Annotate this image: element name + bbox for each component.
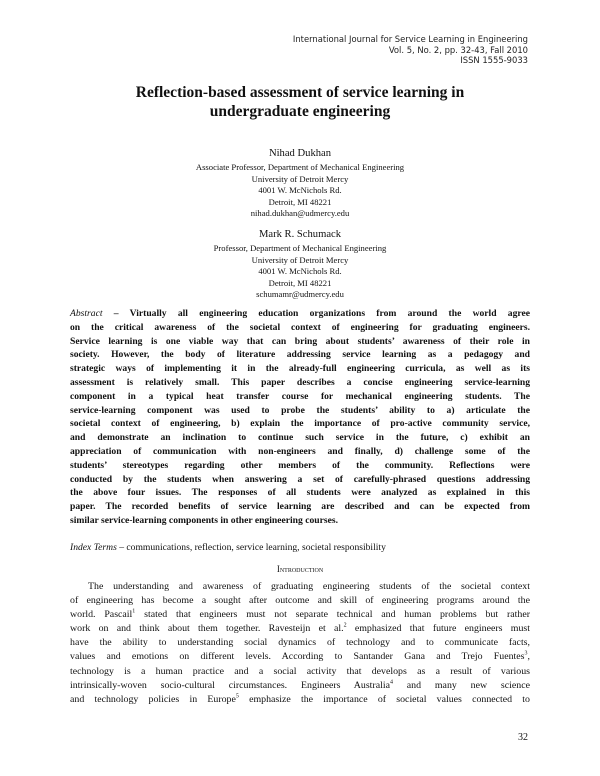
citation-ref: 5: [235, 693, 239, 700]
index-terms-text: – communications, reflection, service learning, societal responsibility: [116, 542, 386, 553]
body-text: ,: [527, 651, 530, 663]
author-email: schumamr@udmercy.edu: [256, 289, 344, 300]
author-position: Associate Professor, Department of Mechanical Engineering: [195, 162, 405, 172]
body-text: intrinsically-woven socio-cultural circumstances. Engineers Australia: [70, 679, 390, 691]
abstract-line: assessment is relatively small. This paper describes a concise engineering service-learning: [70, 376, 530, 388]
abstract-line: [70, 307, 530, 321]
body-text: emphasize the importance of societal values connected to: [238, 693, 530, 705]
body-line: have the ability to understanding social dynamics of technology and to communicate facts,: [70, 637, 530, 649]
author-block: [60, 228, 540, 301]
journal-issn: ISSN 1555-9033: [460, 55, 528, 66]
body-text: stated that engineers must not separate technical and human problems but rather: [135, 609, 531, 621]
abstract-line: societal context of engineering, b) explain the importance of pro-active community service,: [70, 418, 530, 430]
abstract-text: – Virtually all engineering education organizations from around the world agree: [113, 308, 530, 319]
journal-name: International Journal for Service Learning in Engineering: [292, 34, 528, 44]
body-text: values and emotions on different levels. According to Santander Gana and Trejo Fuentes: [70, 651, 525, 663]
author-position: Professor, Department of Mechanical Engineering: [213, 243, 387, 253]
citation-ref: 4: [389, 679, 393, 686]
body-line: [70, 622, 530, 636]
author-block: [60, 147, 540, 220]
body-line: technology is a human practice and a social activity that develops as a result of various: [70, 665, 530, 677]
abstract-line: appreciation of communication with non-engineers and finally, d) challenge some of the: [70, 445, 530, 457]
body-text: world. Pascail: [70, 609, 133, 621]
journal-volume: Vol. 5, No. 2, pp. 32-43, Fall 2010: [388, 44, 528, 55]
author-name: Mark R. Schumack: [258, 229, 342, 240]
page-number: 32: [518, 732, 528, 743]
author-university: University of Detroit Mercy: [251, 254, 349, 265]
body-text: emphasized that future engineers must: [346, 623, 530, 635]
title-line: undergraduate engineering: [209, 103, 391, 120]
abstract-line: on the critical awareness of the societal context of engineering for graduating engineers.: [70, 321, 530, 333]
body-text: work on and think about them together. Ravesteijn et al.: [70, 623, 344, 635]
abstract-line: Service learning is one viable way that can bring about students’ awareness of their role in: [70, 335, 530, 347]
author-street: 4001 W. McNichols Rd.: [258, 266, 342, 277]
abstract-line: component in a typical heat transfer course for mechanical engineering students. The: [70, 390, 530, 402]
citation-ref: 3: [524, 651, 528, 658]
body-line: The understanding and awareness of graduating engineering students of the societal context: [88, 581, 530, 592]
citation-ref: 1: [132, 608, 136, 615]
abstract-line: society. However, the body of literature addressing service learning as a pedagogy and: [70, 349, 530, 361]
author-city: Detroit, MI 48221: [268, 196, 332, 207]
index-terms: [70, 542, 386, 554]
author-name: Nihad Dukhan: [268, 148, 332, 159]
index-terms-label: Index Terms: [70, 542, 117, 553]
paper-title: [60, 83, 540, 121]
abstract-line: service-learning component was used to probe the students’ ability to a) articulate the: [70, 404, 530, 416]
abstract-line: paper. The recorded benefits of service learning are described and can be expected from: [70, 501, 530, 513]
abstract-line: strategic ways of implementing it in the already-full engineering curricula, as well as its: [70, 363, 530, 375]
body-line: [70, 679, 530, 693]
section-heading-introduction: Introduction: [276, 564, 324, 574]
abstract: [70, 307, 530, 528]
abstract-line: similar service-learning components in other engineering courses.: [70, 514, 338, 526]
abstract-label: Abstract: [70, 308, 103, 319]
body-text: and technology policies in Europe: [70, 693, 236, 705]
introduction-body: [70, 580, 530, 707]
abstract-line: and demonstrate an inclination to continue such service in the future, c) exhibit an: [70, 432, 530, 444]
author-email: nihad.dukhan@udmercy.edu: [250, 208, 350, 219]
author-university: University of Detroit Mercy: [251, 173, 349, 184]
body-text: and many new science: [392, 679, 530, 691]
abstract-line: students’ stereotypes regarding other members of the community. Reflections were: [70, 459, 530, 471]
body-line: [70, 693, 530, 707]
title-line: Reflection-based assessment of service learning in: [135, 84, 465, 101]
body-line: of engineering has become a sought after outcome and skill of engineering programs around the: [70, 595, 530, 607]
author-street: 4001 W. McNichols Rd.: [258, 185, 342, 196]
body-line: [70, 650, 530, 664]
citation-ref: 2: [343, 622, 347, 629]
body-line: [70, 608, 530, 622]
abstract-line: the above four issues. The responses of all students were analyzed as explained in this: [70, 487, 530, 499]
abstract-line: conducted by the students when answering a set of carefully-phrased questions addressing: [70, 473, 530, 485]
journal-header: [293, 34, 528, 66]
author-city: Detroit, MI 48221: [268, 277, 332, 288]
